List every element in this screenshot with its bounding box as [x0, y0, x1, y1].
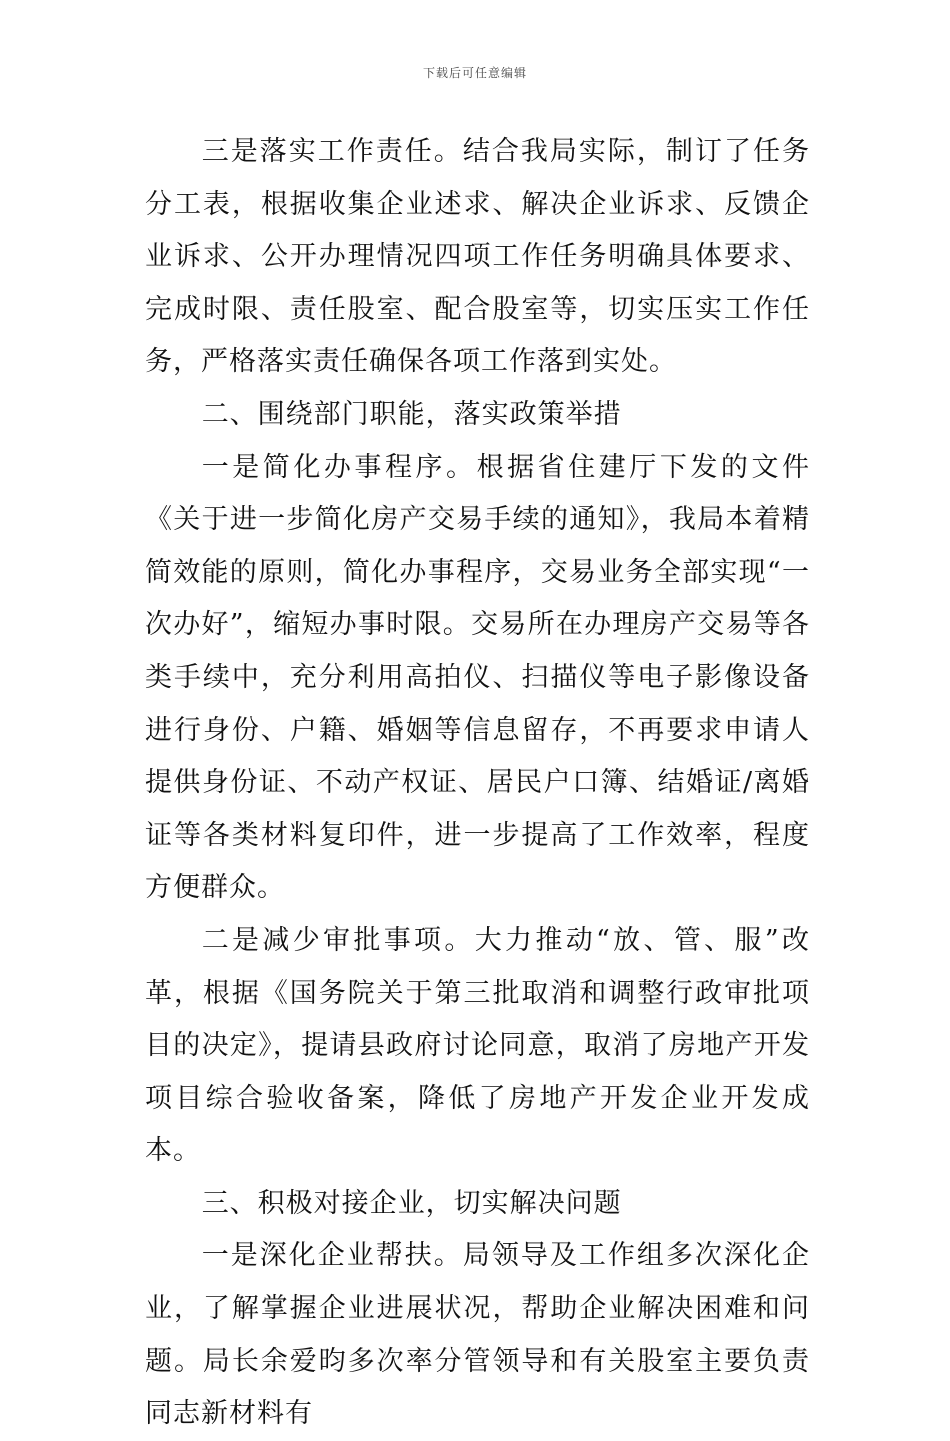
- section-heading-2: 二、围绕部门职能，落实政策举措: [201, 398, 622, 430]
- header-note: 下载后可任意编辑: [422, 66, 527, 80]
- paragraph-reduce-approvals: 二是减少审批事项。大力推动“放、管、服”改革，根据《国务院关于第三批取消和调整行政审批项目的决定》，提请县政府讨论同意，取消了房地产开发项目综合验收备案，降低了房地产开发企业开发成本。: [145, 924, 810, 1167]
- section-heading-3: 三、积极对接企业，切实解决问题: [201, 1187, 622, 1219]
- paragraph-simplify-procedures: 一是简化办事程序。根据省住建厅下发的文件《关于进一步简化房产交易手续的通知》，我局本着精简效能的原则，简化办事程序，交易业务全部实现“一次办好”，缩短办事时限。交易所在办理房产交易等各类手续中，充分利用高拍仪、扫描仪等电子影像设备进行身份、户籍、婚姻等信息留存，不再要求申请人提供身份证、不动产权证、居民户口簿、结婚证/离婚证等各类材料复印件，进一步提高了工作效率，程度方便群众。: [145, 451, 810, 904]
- paragraph-enterprise-support: 一是深化企业帮扶。局领导及工作组多次深化企业，了解掌握企业进展状况，帮助企业解决困难和问题。局长余爱昀多次率分管领导和有关股室主要负责同志新材料有: [145, 1240, 810, 1430]
- document-body: [145, 126, 810, 1441]
- paragraph-work-responsibility: 三是落实工作责任。结合我局实际，制订了任务分工表，根据收集企业述求、解决企业诉求、反馈企业诉求、公开办理情况四项工作任务明确具体要求、完成时限、责任股室、配合股室等，切实压实工作任务，严格落实责任确保各项工作落到实处。: [145, 136, 810, 378]
